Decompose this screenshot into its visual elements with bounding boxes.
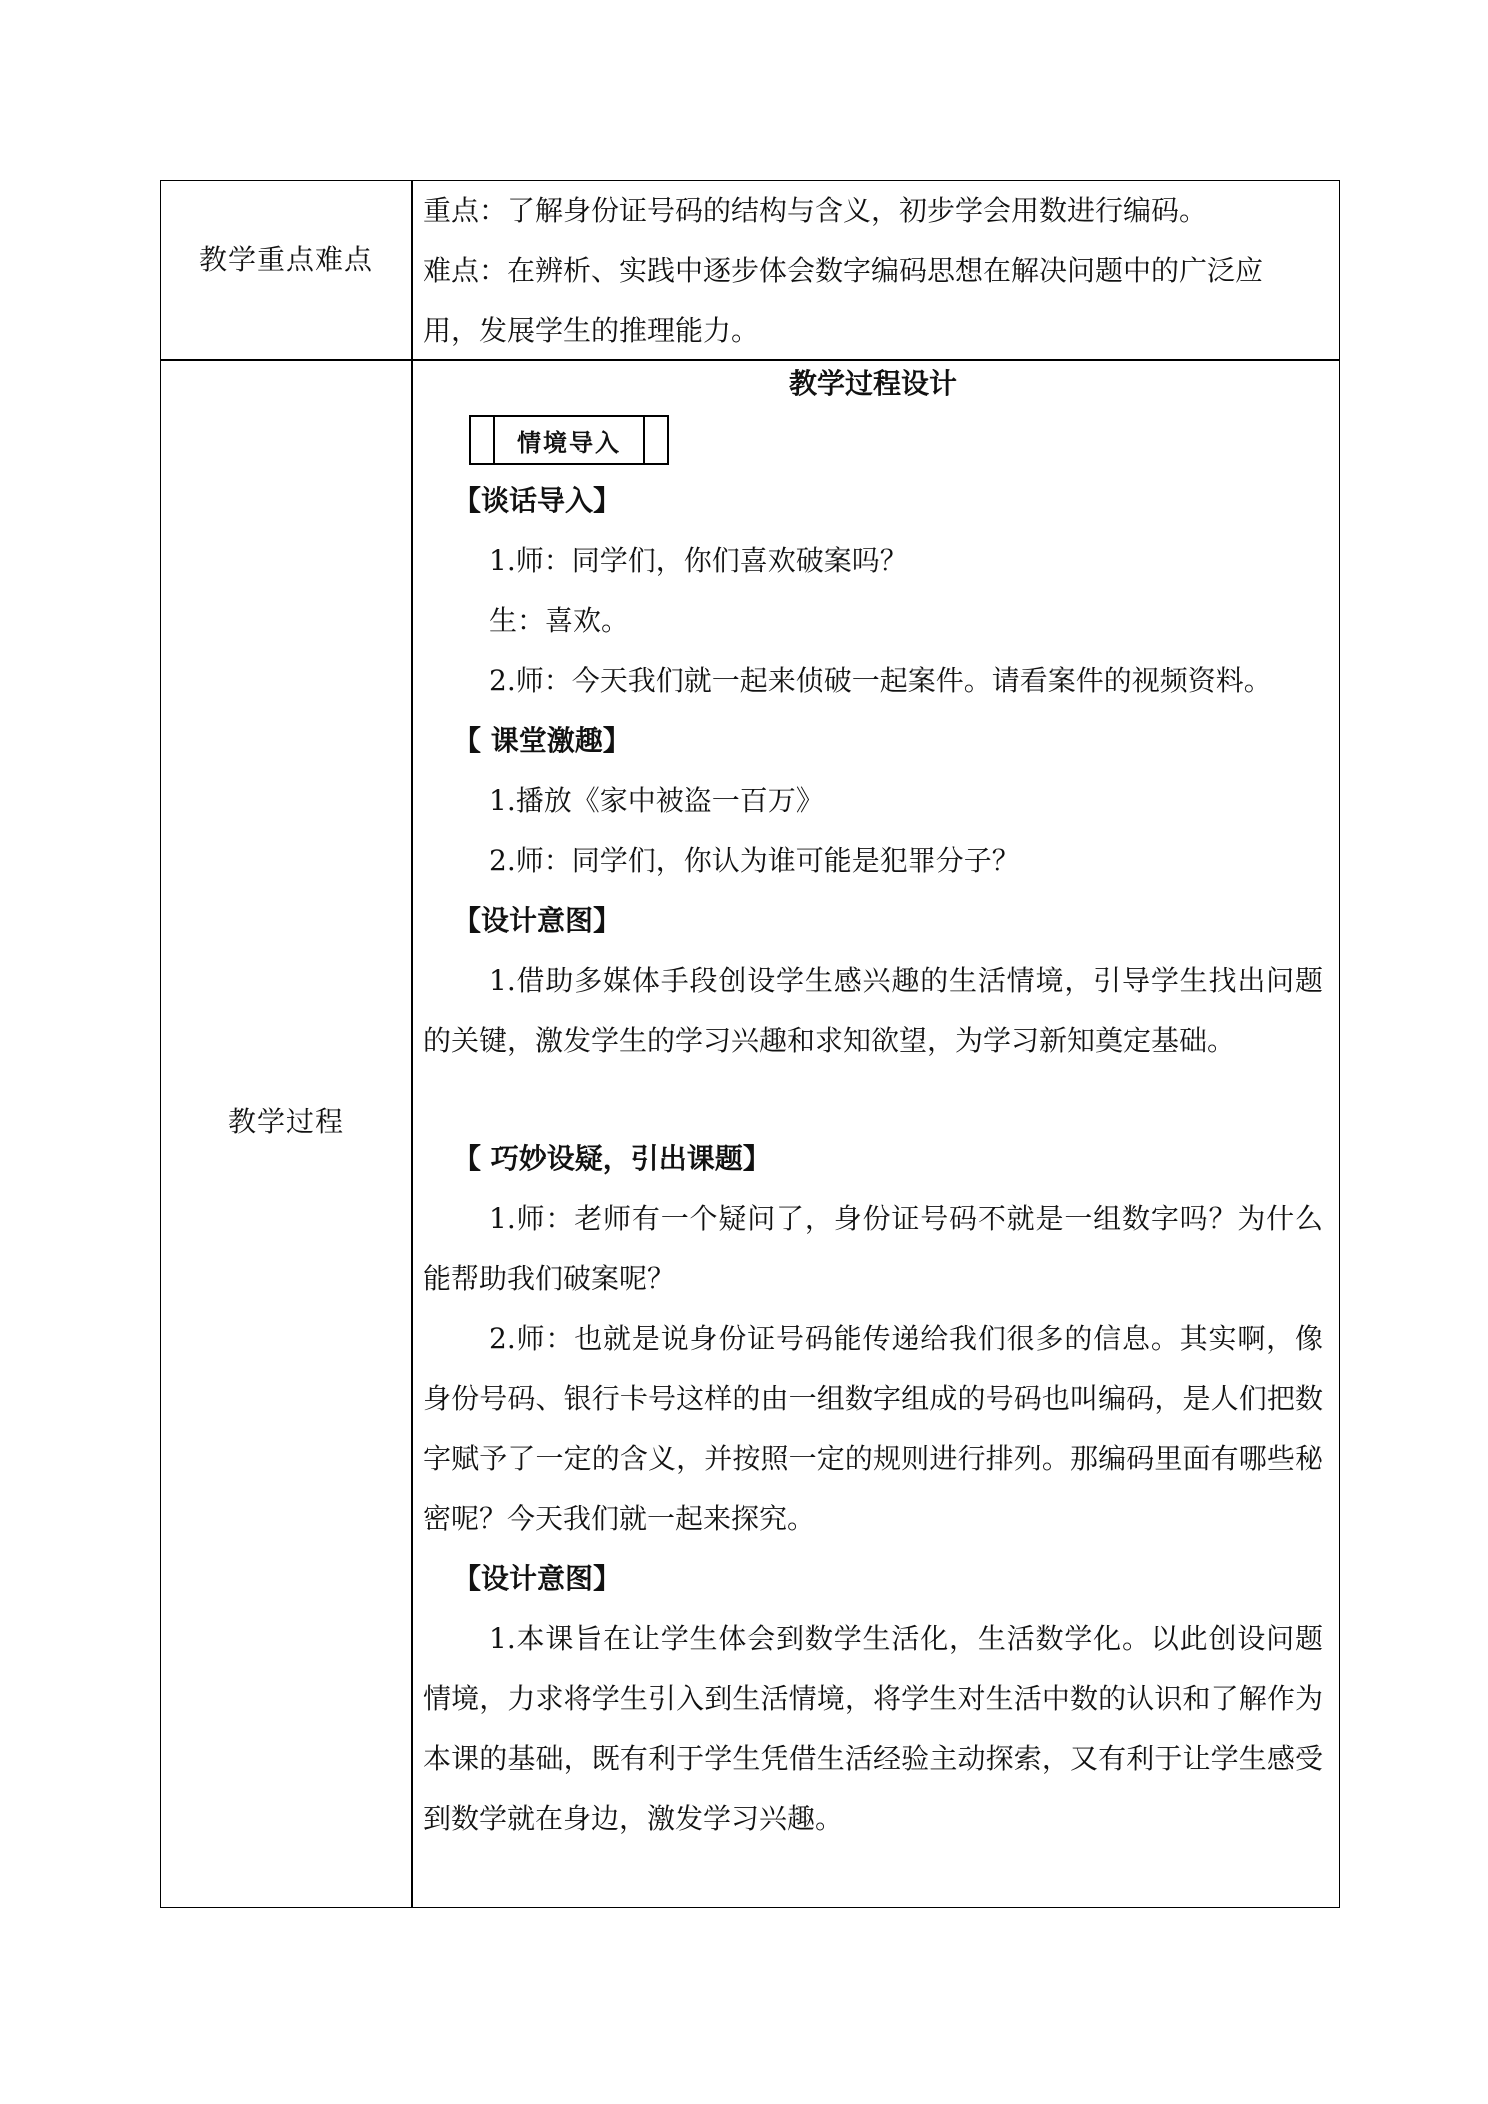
lesson-plan-table: [160, 180, 1340, 1908]
fun-line-1: 1.播放《家中被盗一百万》: [489, 784, 824, 817]
question-text-2: 2.师：也就是说身份证号码能传递给我们很多的信息。其实啊，像身份号码、银行卡号这样的由一组数字组成的号码也叫编码，是人们把数字赋予了一定的含义，并按照一定的规则进行排列。那编码里面有哪些秘密呢？今天我们就一起来探究。: [423, 1322, 1323, 1535]
teaching-process-label: 教学过程: [227, 1105, 344, 1138]
key-difficult-points-label: 教学重点难点: [198, 243, 373, 276]
heading-design-intent-1: 【设计意图】: [453, 904, 622, 937]
talk-line-2: 生：喜欢。: [489, 604, 630, 637]
difficult-point-text: 难点：在辨析、实践中逐步体会数字编码思想在解决问题中的广泛应: [423, 254, 1264, 287]
heading-design-intent-2: 【设计意图】: [453, 1562, 622, 1595]
heading-clever-question: 【 巧妙设疑，引出课题】: [453, 1142, 771, 1175]
question-text-1: 1.师：老师有一个疑问了，身份证号码不就是一组数字吗？为什么能帮助我们破案呢？: [423, 1202, 1323, 1295]
key-difficult-points-content: [423, 181, 1323, 361]
key-point-text: 重点：了解身份证号码的结构与含义，初步学会用数进行编码。: [423, 194, 1208, 227]
spacer: [423, 1071, 1323, 1129]
design-intent-2-text: 1.本课旨在让学生体会到数学生活化，生活数学化。以此创设问题情境，力求将学生引入到生活情境，将学生对生活中数的认识和了解作为本课的基础，既有利于学生凭借生活经验主动探索，又有利于让学生感受到数学就在身边，激发学习兴趣。: [423, 1622, 1323, 1835]
talk-line-3: 2.师：今天我们就一起来侦破一起案件。请看案件的视频资料。: [489, 664, 1272, 697]
difficult-point-text-cont: 用，发展学生的推理能力。: [423, 314, 760, 347]
fun-line-2: 2.师：同学们，你认为谁可能是犯罪分子？: [489, 844, 1020, 877]
column-divider: [411, 181, 413, 1907]
talk-line-1: 1.师：同学们，你们喜欢破案吗？: [489, 544, 908, 577]
heading-class-interest: 【 课堂激趣】: [453, 724, 631, 757]
teaching-process-content: [423, 361, 1323, 1849]
heading-talk-intro: 【谈话导入】: [453, 484, 622, 517]
section-title: 教学过程设计: [788, 367, 957, 400]
scenario-intro-badge: 情境导入: [469, 415, 669, 465]
design-intent-1-text: 1.借助多媒体手段创设学生感兴趣的生活情境，引导学生找出问题的关键，激发学生的学习兴趣和求知欲望，为学习新知奠定基础。: [423, 964, 1323, 1057]
